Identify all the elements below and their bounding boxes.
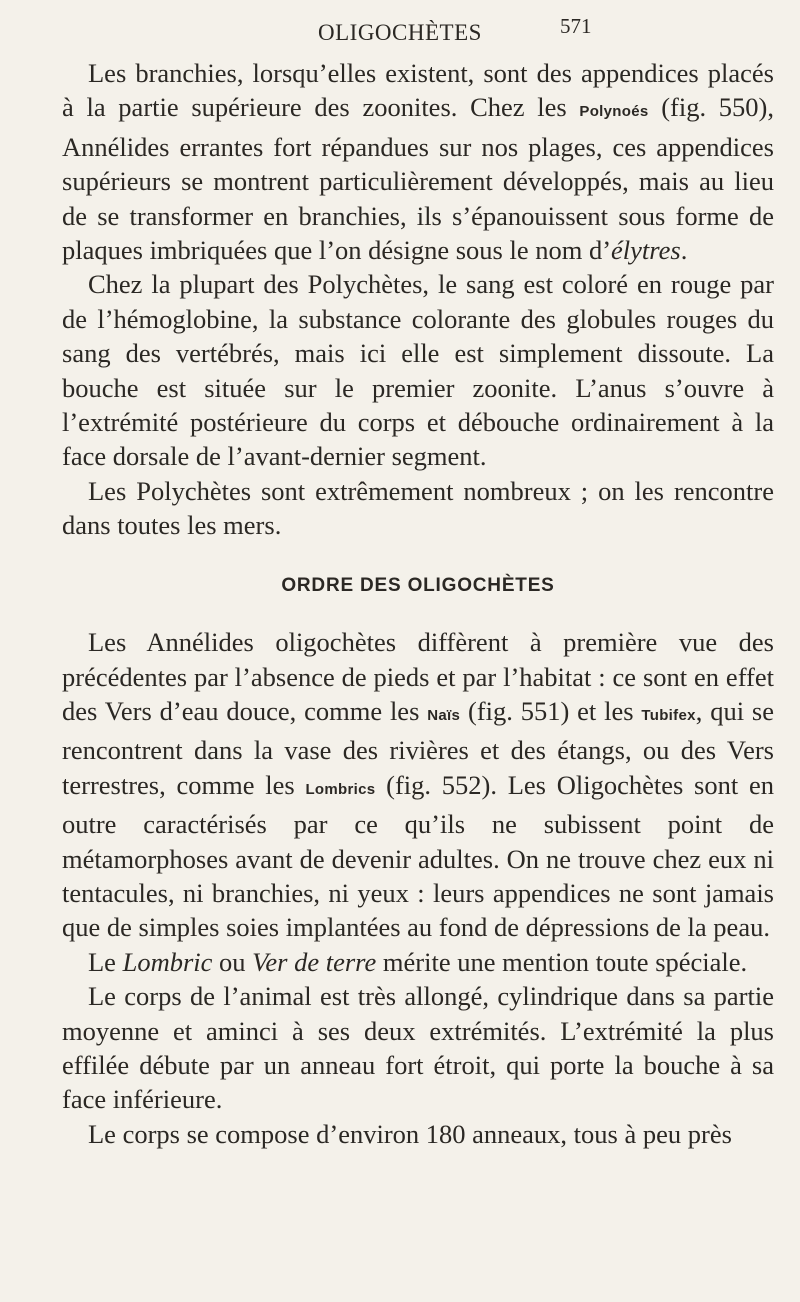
page-number: 571 <box>560 14 592 38</box>
text-run: . <box>680 235 688 266</box>
text-run: , qui se rencontrent dans la vase des rivières et des étangs, ou des Vers terrestres, comme les <box>62 695 774 800</box>
term-ver-de-terre: Ver de terre <box>252 946 377 977</box>
paragraph-lombric <box>62 945 774 979</box>
genus-name-lombrics: Lombrics <box>305 780 376 798</box>
paragraph-oligochetes <box>62 625 774 945</box>
term-elytres: élytres <box>611 235 681 266</box>
text-run: mérite une mention toute spéciale. <box>376 946 748 977</box>
term-lombric: Lombric <box>122 946 213 977</box>
text-run: Le <box>88 946 123 977</box>
running-title: OLIGOCHÈTES <box>318 20 482 45</box>
paragraph-branchies <box>62 56 774 267</box>
body-text <box>62 56 774 1151</box>
paragraph-sang: Chez la plupart des Polychètes, le sang est coloré en rouge par de l’hémoglobine, la substance colorante des globules rouges du sang des vertébrés, mais ici elle est simplement dissoute. La bouche est située sur le premier zoonite. L’anus s’ouvre à l’extrémité postérieure du corps et débouche ordinairement à la face dorsale de l’avant-dernier segment. <box>62 269 774 472</box>
text-run: (fig. 551) et les <box>460 695 642 726</box>
text-run: (fig. 552). Les Oligochètes sont en outre caractérisés par ce qu’ils ne subissent point de métamorphoses avant de devenir adultes. On ne trouve chez eux ni tentacules, ni branchies, ni yeux : leurs appendices ne sont jamais que de simples soies implantées au fond de dépressions de la peau. <box>62 769 774 943</box>
genus-name-polynoes: Polynoés <box>579 103 649 121</box>
text-run: ou <box>212 946 253 977</box>
genus-name-tubifex: Tubifex <box>641 706 696 724</box>
paragraph-polychetes: Les Polychètes sont extrêmement nombreux ; on les rencontre dans toutes les mers. <box>62 475 774 541</box>
genus-name-nais: Naïs <box>427 706 461 724</box>
text-run: (fig. 550), Annélides errantes fort répandues sur nos plages, ces appendices supérieurs se montrent particulièrement développés, mais au lieu de se transformer en branchies, ils s’épanouissent sous forme de plaques imbriquées que l’on désigne sous le nom d’ <box>62 92 775 266</box>
section-heading: ORDRE DES OLIGOCHÈTES <box>281 574 555 596</box>
running-head <box>0 14 800 54</box>
paragraph-corps: Le corps de l’animal est très allongé, cylindrique dans sa partie moyenne et aminci à ses deux extrémités. L’extrémité la plus effilée débute par un anneau fort étroit, qui porte la bouche à sa face inférieure. <box>62 981 774 1115</box>
text-run: Les branchies, lorsqu’elles existent, sont des appendices placés à la partie supérieure des zoonites. Chez les <box>62 58 774 123</box>
paragraph-anneaux: Le corps se compose d’environ 180 anneaux, tous à peu près <box>88 1118 732 1149</box>
text-run: Les Annélides oligochètes diffèrent à première vue des précédentes par l’absence de pieds et par l’habitat : ce sont en effet des Vers d’eau douce, comme les <box>62 627 774 726</box>
